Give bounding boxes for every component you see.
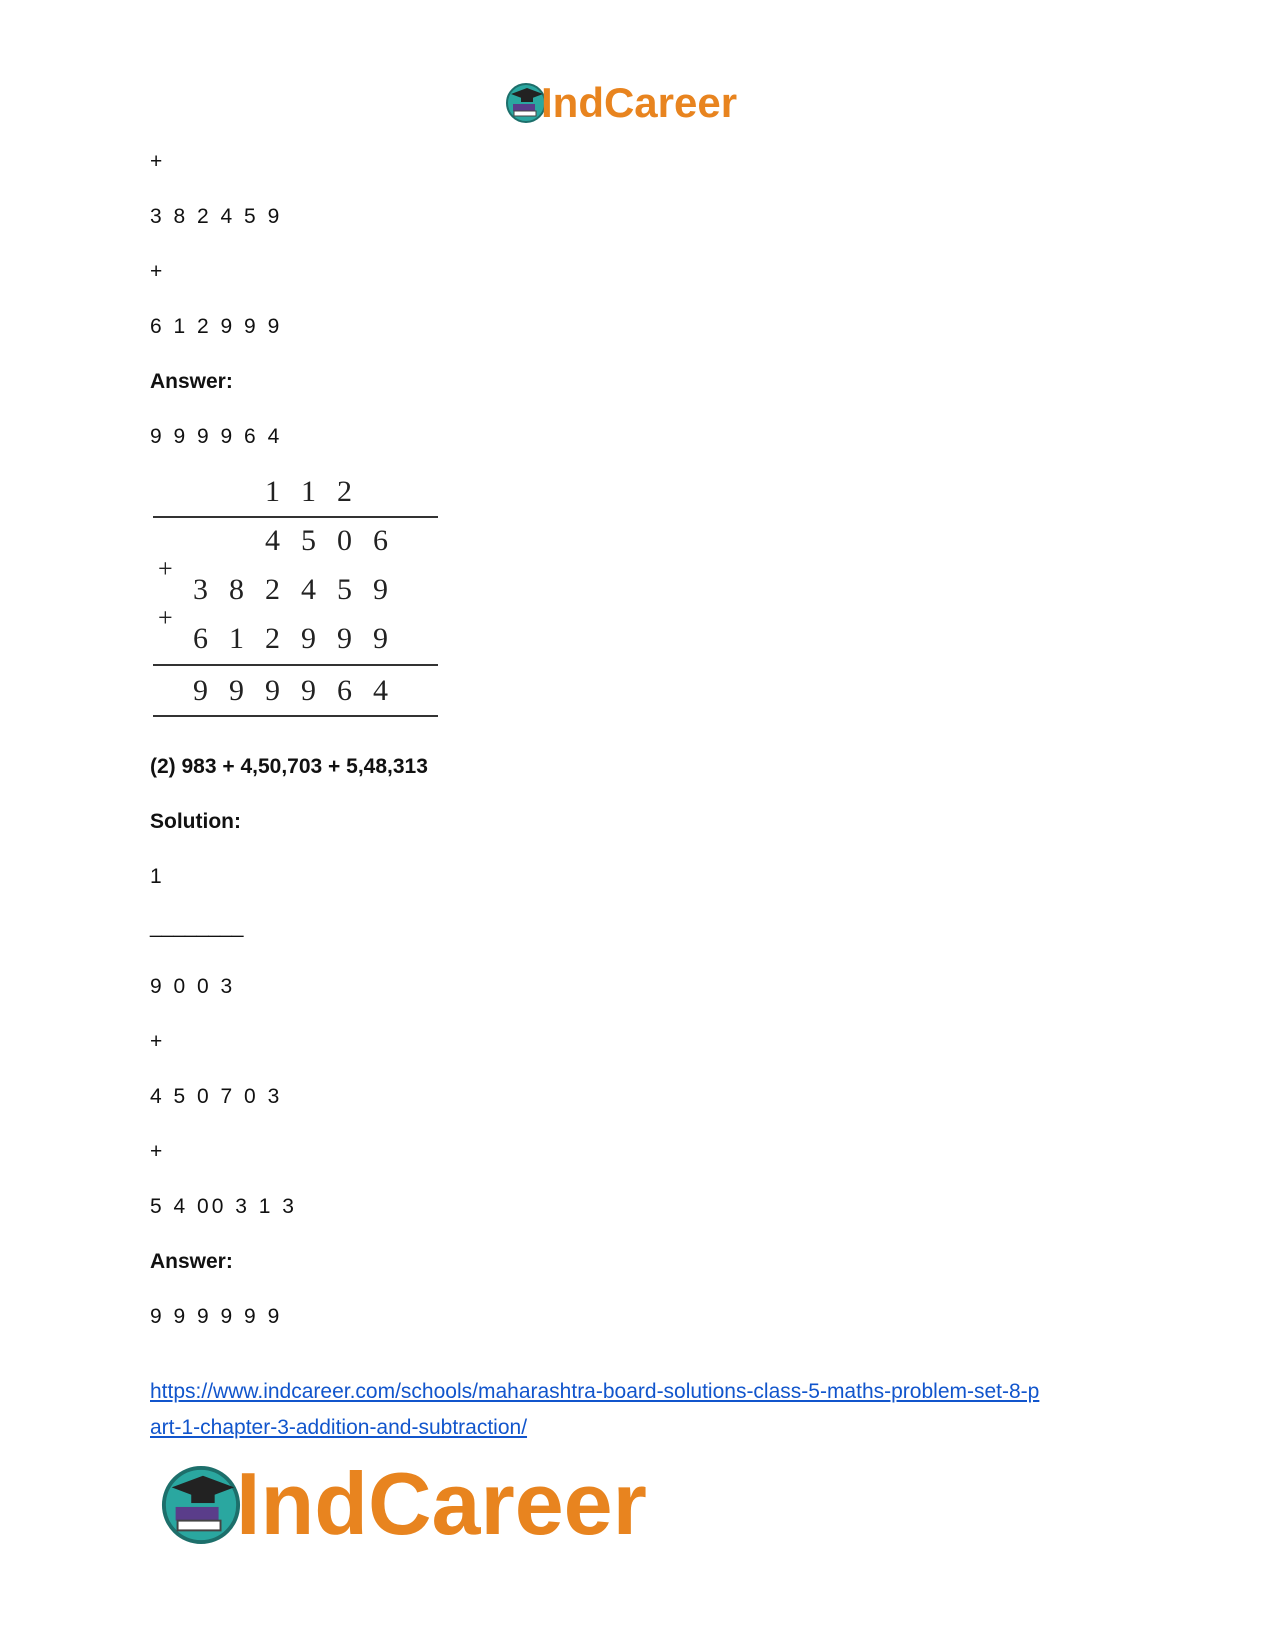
figure-rule-middle [153, 664, 438, 666]
text-line-addend-2: 3 8 2 4 5 9 [150, 205, 283, 228]
answer-label-2: Answer: [150, 1250, 233, 1273]
addend-digit: 2 [265, 622, 280, 655]
addend-digit: 4 [301, 573, 316, 606]
addend-digit: 9 [337, 622, 352, 655]
addend-digit: 6 [193, 622, 208, 655]
result-digit: 6 [337, 674, 352, 707]
footer-brand-text: IndCareer [236, 1454, 647, 1553]
addend-digit: 9 [373, 573, 388, 606]
answer-value-2: 9 9 9 9 9 9 [150, 1305, 283, 1328]
result-digit: 4 [373, 674, 388, 707]
addend-digit: 3 [193, 573, 208, 606]
addend-digit: 8 [229, 573, 244, 606]
problem-2-question: (2) 983 + 4,50,703 + 5,48,313 [150, 755, 428, 778]
text-line-plus-3: + [150, 1030, 166, 1053]
addend-digit: 9 [373, 622, 388, 655]
answer-label-1: Answer: [150, 370, 233, 393]
plus-sign: + [158, 603, 173, 632]
answer-value-1: 9 9 9 9 6 4 [150, 425, 283, 448]
addend-digit: 0 [337, 524, 352, 557]
text-line-plus-2: + [150, 260, 166, 283]
source-link-block [150, 1374, 1130, 1446]
carry-digit: 1 [265, 475, 280, 508]
text-line-addend-3b: 5 4 00 3 1 3 [150, 1195, 297, 1218]
text-line-plus-1: + [150, 150, 166, 173]
plus-sign: + [158, 554, 173, 583]
addend-digit: 5 [337, 573, 352, 606]
result-digit: 9 [265, 674, 280, 707]
figure-rule-bottom [153, 715, 438, 717]
addend-digit: 6 [373, 524, 388, 557]
result-digit: 9 [193, 674, 208, 707]
figure-rule-top [153, 516, 438, 518]
carry-line: 1 [150, 865, 165, 888]
text-line-addend-1: 9 0 0 3 [150, 975, 236, 998]
text-line-addend-2b: 4 5 0 7 0 3 [150, 1085, 283, 1108]
text-line-plus-4: + [150, 1140, 166, 1163]
addend-digit: 9 [301, 622, 316, 655]
source-link-line-2[interactable]: art-1-chapter-3-addition-and-subtraction/ [150, 1416, 528, 1439]
globe-cap-icon [160, 1464, 242, 1546]
header-logo [505, 78, 785, 128]
underline-rule: ________ [150, 915, 244, 938]
result-digit: 9 [301, 674, 316, 707]
carry-digit: 2 [337, 475, 352, 508]
text-line-addend-3: 6 1 2 9 9 9 [150, 315, 283, 338]
solution-label: Solution: [150, 810, 241, 833]
footer-logo [160, 1454, 720, 1553]
addend-digit: 2 [265, 573, 280, 606]
carry-digit: 1 [301, 475, 316, 508]
addend-digit: 5 [301, 524, 316, 557]
addend-digit: 1 [229, 622, 244, 655]
header-brand-text: IndCareer [541, 79, 738, 126]
result-digit: 9 [229, 674, 244, 707]
source-link-line-1[interactable]: https://www.indcareer.com/schools/maharashtra-board-solutions-class-5-maths-problem-set-8-p [150, 1380, 1040, 1403]
addend-digit: 4 [265, 524, 280, 557]
